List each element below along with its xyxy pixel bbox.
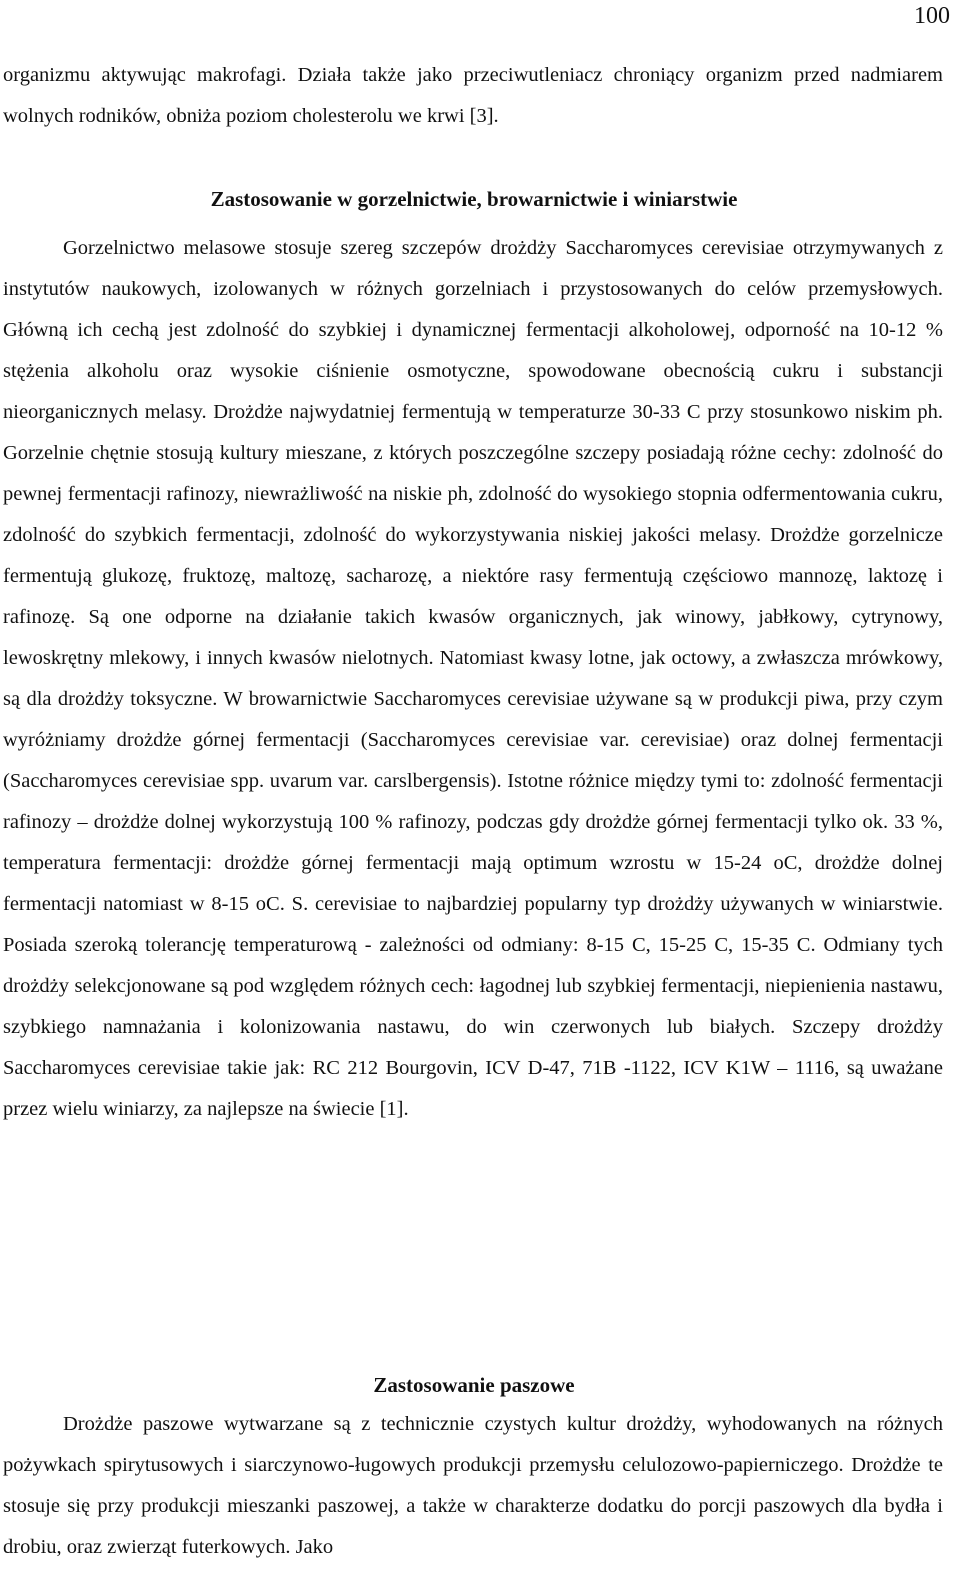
intro-paragraph: organizmu aktywując makrofagi. Działa także jako przeciwutleniacz chroniący organizm przed nadmiarem wolnych rodników, obniża poziom cholesterolu we krwi [3]. — [3, 64, 943, 127]
section-heading-fermentation: Zastosowanie w gorzelnictwie, browarnictwie i winiarstwie — [210, 187, 738, 211]
section-body-feed: Drożdże paszowe wytwarzane są z technicznie czystych kultur drożdży, wyhodowanych na różnych pożywkach spirytusowych i siarczynowo-ługowych produkcji przemysłu celulozowo-papierniczego. Drożdże te stosuje się przy produkcji mieszanki paszowej, a także w charakterze dodatku do porcji paszowych dla bydła i drobiu, oraz zwierząt futerkowych. Jako — [3, 1413, 943, 1558]
page-number: 100 — [914, 3, 950, 29]
section-heading-feed: Zastosowanie paszowe — [373, 1373, 575, 1397]
section-body-fermentation: Gorzelnictwo melasowe stosuje szereg szczepów drożdży Saccharomyces cerevisiae otrzymywanych z instytutów naukowych, izolowanych w różnych gorzelniach i przystosowanych do celów przemysłowych. Główną ich cechą jest zdolność do szybkiej i dynamicznej fermentacji alkoholowej, odporność na 10-12 % stężenia alkoholu oraz wysokie ciśnienie osmotyczne, spowodowane obecnością cukru i substancji nieorganicznych melasy. Drożdże najwydatniej fermentują w temperaturze 30-33 C przy stosunkowo niskim ph. Gorzelnie chętnie stosują kultury mieszane, z których poszczególne szczepy posiadają różne cechy: zdolność do pewnej fermentacji rafinozy, niewrażliwość na niskie ph, zdolność do wysokiego stopnia odfermentowania cukru, zdolność do szybkich fermentacji, zdolność do wykorzystywania niskiej jakości melasy. Drożdże gorzelnicze fermentują glukozę, fruktozę, maltozę, sacharozę, a niektóre rasy fermentują częściowo mannozę, laktozę i rafinozę. Są one odporne na działanie takich kwasów organicznych, jak winowy, jabłkowy, cytrynowy, lewoskrętny mlekowy, i innych kwasów nielotnych. Natomiast kwasy lotne, jak octowy, a zwłaszcza mrówkowy, są dla drożdży toksyczne. W browarnictwie Saccharomyces cerevisiae używane są w produkcji piwa, przy czym wyróżniamy drożdże górnej fermentacji (Saccharomyces cerevisiae var. cerevisiae) oraz dolnej fermentacji (Saccharomyces cerevisiae spp. uvarum var. carslbergensis). Istotne różnice między tymi to: zdolność fermentacji rafinozy – drożdże dolnej wykorzystują 100 % rafinozy, podczas gdy drożdże górnej fermentacji tylko ok. 33 %, temperatura fermentacji: drożdże górnej fermentacji mają optimum wzrostu w 15-24 oC, drożdże dolnej fermentacji natomiast w 8-15 oC. S. cerevisiae to najbardziej popularny typ drożdży używanych w winiarstwie. Posiada szeroką tolerancję temperaturową - zależności od odmiany: 8-15 C, 15-25 C, 15-35 C. Odmiany tych drożdży selekcjonowane są pod względem różnych cech: łagodnej lub szybkiej fermentacji, niepienienia nastawu, szybkiego namnażania i kolonizowania nastawu, do win czerwonych lub białych. Szczepy drożdży Saccharomyces cerevisiae takie jak: RC 212 Bourgovin, ICV D-47, 71B -1122, ICV K1W – 1116, są uważane przez wielu winiarzy, za najlepsze na świecie [1]. — [3, 237, 943, 1120]
